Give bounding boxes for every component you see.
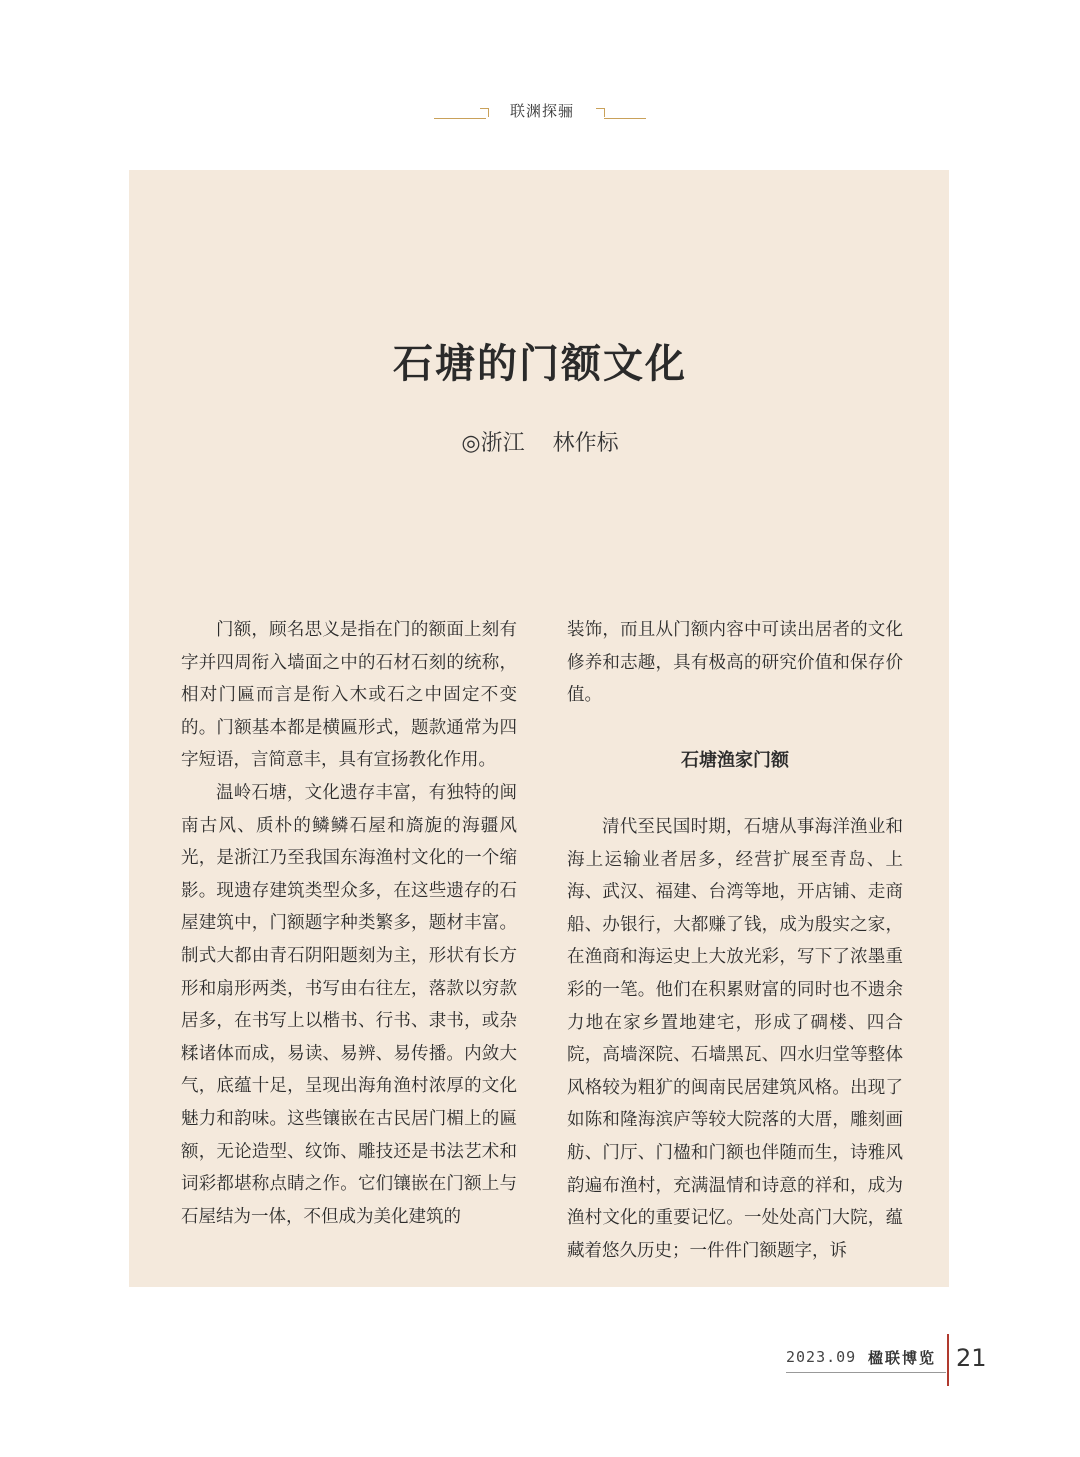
paragraph: 门额，顾名思义是指在门的额面上刻有字并四周衔入墙面之中的石材石刻的统称，相对门匾而言是衔入木或石之中固定不变的。门额基本都是横匾形式，题款通常为四字短语，言简意丰，具有宣扬教化作用。: [181, 620, 517, 771]
paragraph: 清代至民国时期，石塘从事海洋渔业和海上运输业者居多，经营扩展至青岛、上海、武汉、福建、台湾等地，开店铺、走商船、办银行，大都赚了钱，成为殷实之家，在渔商和海运史上大放光彩，写下了浓墨重彩的一笔。他们在积累财富的同时也不遗余力地在家乡置地建宅，形成了碉楼、四合院，高墙深院、石墙黑瓦、四水归堂等整体风格较为粗犷的闽南民居建筑风格。出现了如陈和隆海滨庐等较大院落的大厝，雕刻画舫、门厅、门楹和门额也伴随而生，诗雅风韵遍布渔村，充满温情和诗意的祥和，成为渔村文化的重要记忆。一处处高门大院，蕴藏着悠久历史；一件件门额题字，诉: [567, 817, 903, 1261]
magazine-name: 楹联博览: [868, 1349, 937, 1367]
byline-author: 林作标: [552, 431, 619, 456]
subheading: 石塘渔家门额: [681, 750, 789, 771]
byline-place: ◎浙江: [461, 431, 525, 456]
section-header: [0, 96, 1080, 126]
header-ornament-left-icon: [480, 108, 489, 117]
paragraph-continued: 装饰，而且从门额内容中可读出居者的文化修养和志趣，具有极高的研究价值和保存价值。: [567, 620, 903, 706]
paragraph: 温岭石塘，文化遗存丰富，有独特的闽南古风、质朴的鳞鳞石屋和旖旎的海疆风光，是浙江乃至我国东海渔村文化的一个缩影。现遗存建筑类型众多，在这些遗存的石屋建筑中，门额题字种类繁多，题材丰富。制式大都由青石阴阳题刻为主，形状有长方形和扇形两类，书写由右往左，落款以穷款居多，在书写上以楷书、行书、隶书，或杂糅诸体而成，易读、易辨、易传播。内敛大气，底蕴十足，呈现出海角渔村浓厚的文化魅力和韵味。这些镶嵌在古民居门楣上的匾额，无论造型、纹饰、雕技还是书法艺术和词彩都堪称点睛之作。它们镶嵌在门额上与石屋结为一体，不但成为美化建筑的: [181, 782, 517, 1227]
left-column: [181, 614, 517, 1233]
page-number: 21: [956, 1344, 987, 1372]
footer-divider: [947, 1334, 949, 1386]
byline: [0, 426, 1080, 457]
issue-date: 2023.09: [786, 1348, 857, 1366]
page-footer: [0, 1334, 1080, 1394]
header-rule-left: [434, 118, 486, 119]
section-label: 联渊探骊: [509, 102, 574, 120]
right-column-bottom: [567, 811, 903, 1267]
article-title: 石塘的门额文化: [393, 341, 687, 387]
header-ornament-right-icon: [596, 108, 605, 117]
right-column-top: [567, 614, 903, 712]
header-rule-right: [604, 118, 646, 119]
footer-rule: [786, 1372, 946, 1373]
